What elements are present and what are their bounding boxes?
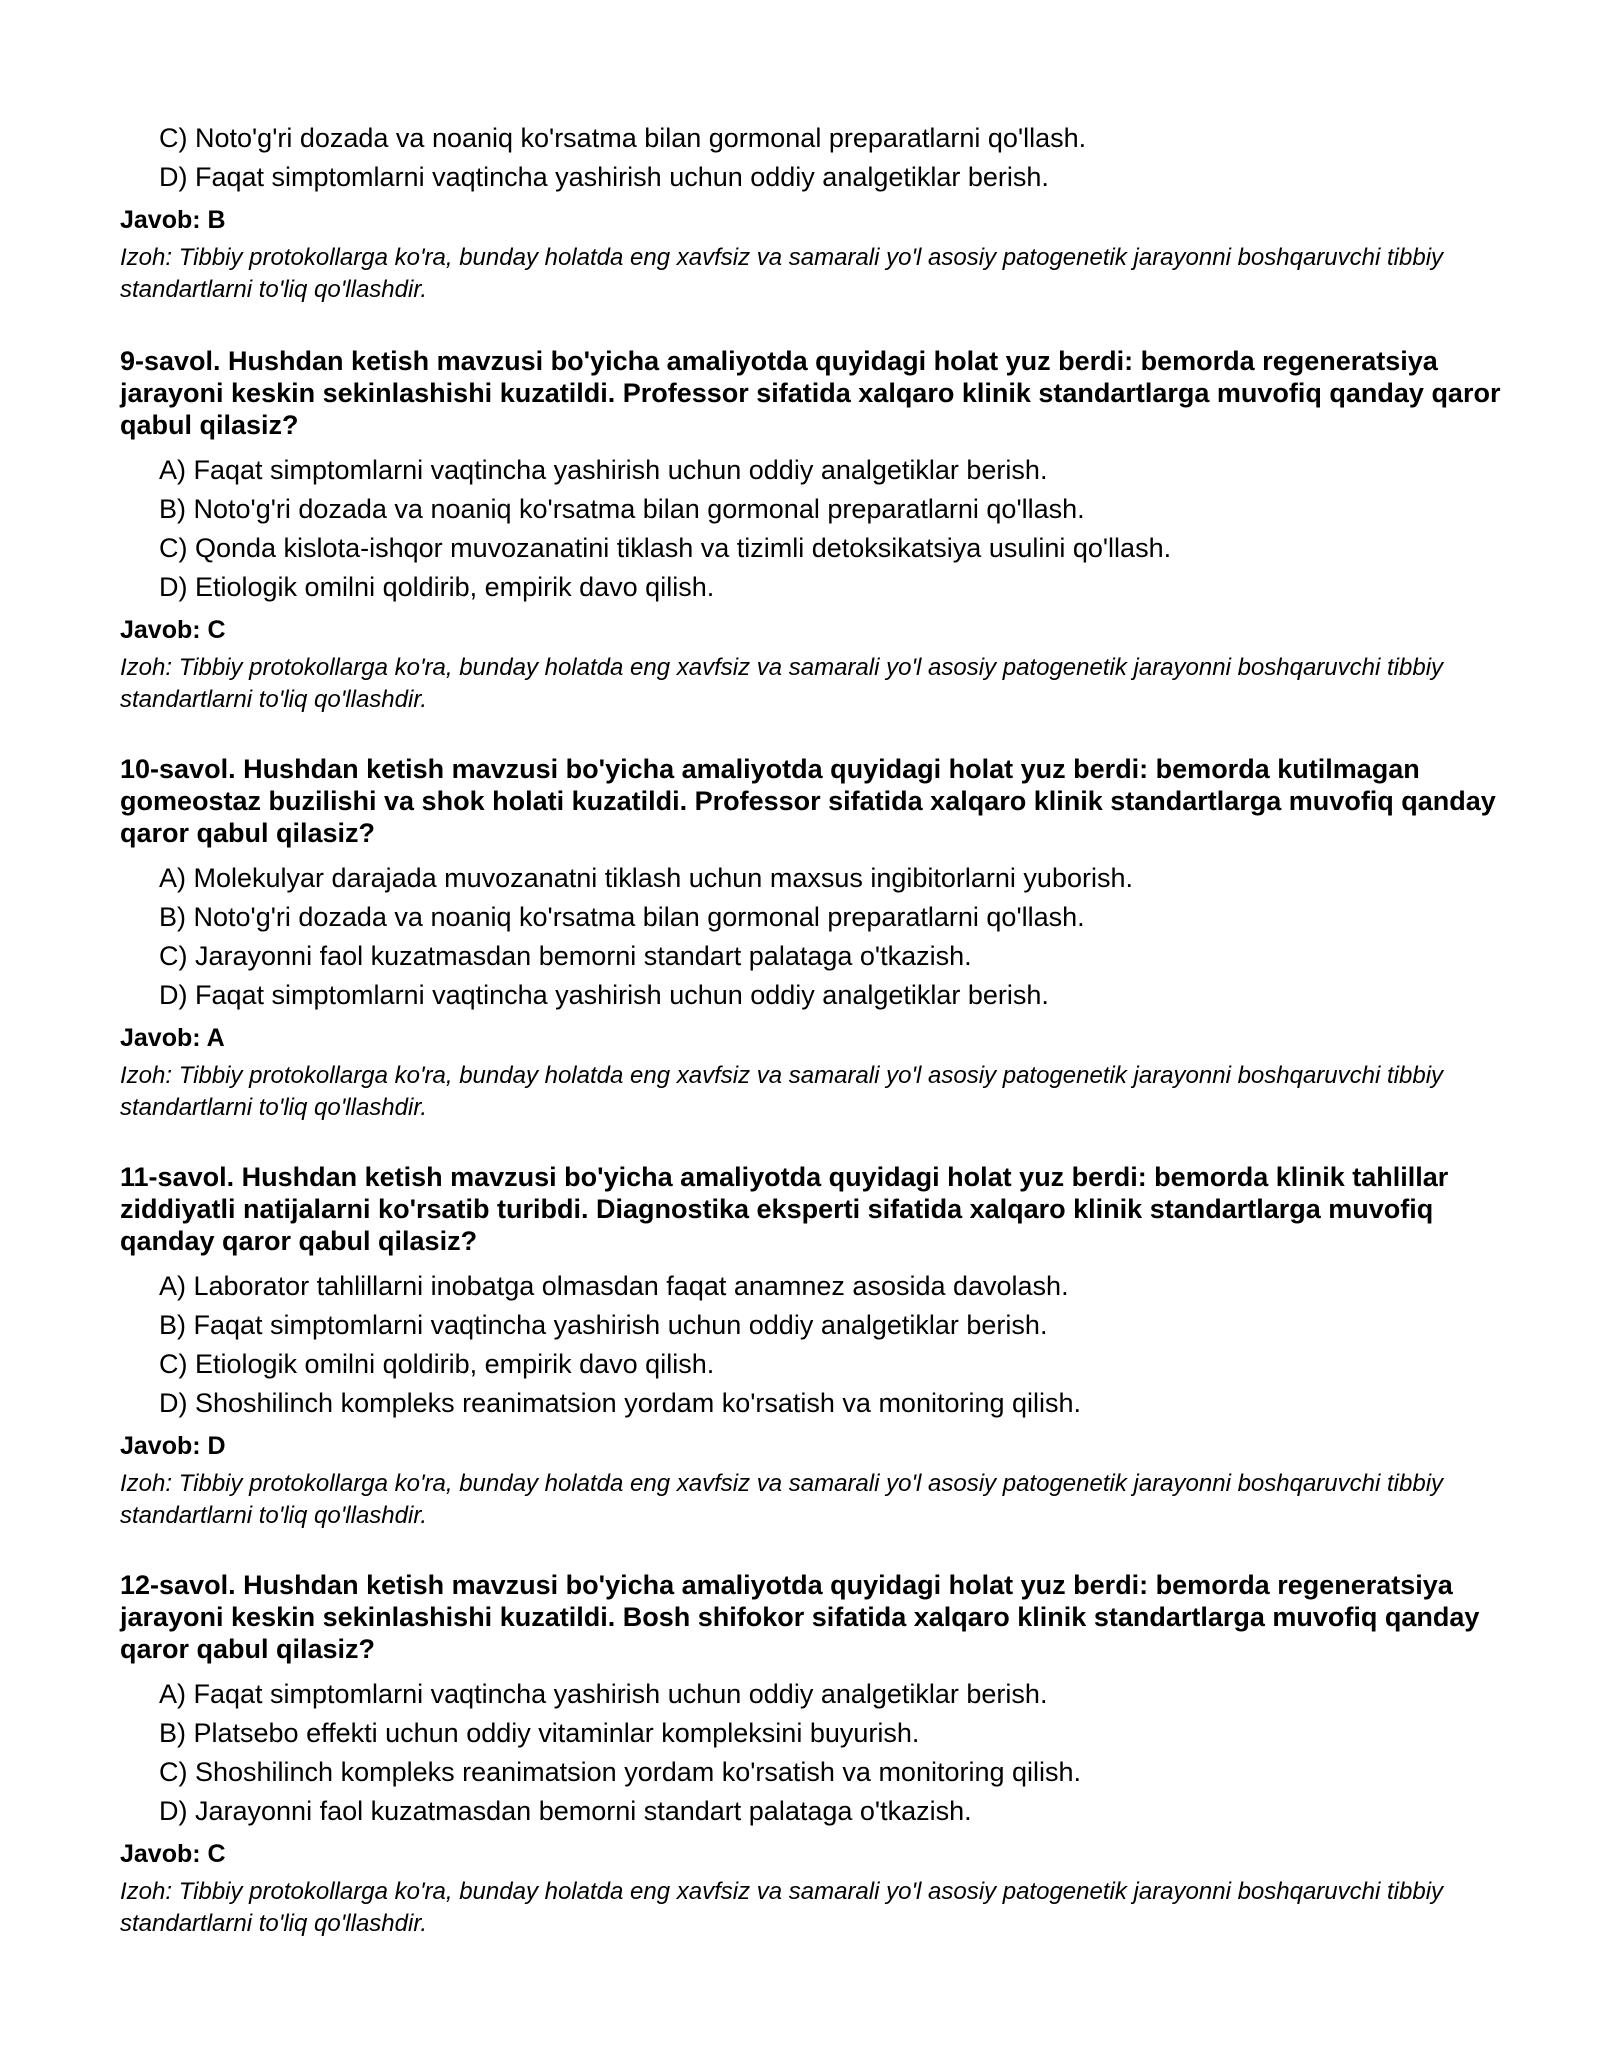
option-b: B) Noto'g'ri dozada va noaniq ko'rsatma bilan gormonal preparatlarni qo'llash.	[159, 494, 1085, 524]
question-9	[0, 345, 1600, 716]
answer-label: Javob: A	[120, 1024, 225, 1052]
option-c: C) Qonda kislota-ishqor muvozanatini tiklash va tizimli detoksikatsiya usulini qo'llash.	[159, 533, 1172, 563]
answer-label: Javob: B	[120, 206, 226, 234]
option-d: D) Faqat simptomlarni vaqtincha yashirish uchun oddiy analgetiklar berish.	[159, 980, 1049, 1010]
answer-label: Javob: C	[120, 616, 226, 644]
explanation-note: Izoh: Tibbiy protokollarga ko'ra, bunday holatda eng xavfsiz va samarali yo'l asosiy patogenetik jarayonni boshqaruvchi tibbiy standartlarni to'liq qo'llashdir.	[120, 1878, 1444, 1937]
question-title: 11-savol. Hushdan ketish mavzusi bo'yicha amaliyotda quyidagi holat yuz berdi: bemorda klinik tahlillar ziddiyatli natijalarni ko'rsatib turibdi. Diagnostika eksperti sifatida xalqaro klinik standartlarga muvofiq qanday qaror qabul qilasiz?	[120, 1162, 1449, 1256]
option-b: B) Faqat simptomlarni vaqtincha yashirish uchun oddiy analgetiklar berish.	[159, 1310, 1048, 1340]
option-a: A) Molekulyar darajada muvozanatni tiklash uchun maxsus ingibitorlarni yuborish.	[159, 863, 1133, 893]
options-list	[0, 859, 1600, 1015]
option-c: C) Etiologik omilni qoldirib, empirik davo qilish.	[159, 1349, 715, 1379]
question-title: 10-savol. Hushdan ketish mavzusi bo'yicha amaliyotda quyidagi holat yuz berdi: bemorda kutilmagan gomeostaz buzilishi va shok holati kuzatildi. Professor sifatida xalqaro klinik standartlarga muvofiq qanday qaror qabul qilasiz?	[120, 754, 1496, 848]
option-d: D) Jarayonni faol kuzatmasdan bemorni standart palataga o'tkazish.	[159, 1796, 972, 1826]
option-c: C) Noto'g'ri dozada va noaniq ko'rsatma bilan gormonal preparatlarni qo'llash.	[159, 123, 1087, 153]
explanation-note: Izoh: Tibbiy protokollarga ko'ra, bunday holatda eng xavfsiz va samarali yo'l asosiy patogenetik jarayonni boshqaruvchi tibbiy standartlarni to'liq qo'llashdir.	[120, 654, 1444, 713]
option-b: B) Platsebo effekti uchun oddiy vitaminlar kompleksini buyurish.	[159, 1718, 920, 1748]
question-title: 9-savol. Hushdan ketish mavzusi bo'yicha amaliyotda quyidagi holat yuz berdi: bemorda regeneratsiya jarayoni keskin sekinlashishi kuzatildi. Professor sifatida xalqaro klinik standartlarga muvofiq qanday qaror qabul qilasiz?	[120, 346, 1501, 440]
option-a: A) Faqat simptomlarni vaqtincha yashirish uchun oddiy analgetiklar berish.	[159, 455, 1048, 485]
option-d: D) Faqat simptomlarni vaqtincha yashirish uchun oddiy analgetiklar berish.	[159, 162, 1049, 192]
question-8-continuation	[0, 119, 1600, 306]
options-list	[0, 1267, 1600, 1423]
options-list	[0, 1675, 1600, 1831]
explanation-note: Izoh: Tibbiy protokollarga ko'ra, bunday holatda eng xavfsiz va samarali yo'l asosiy patogenetik jarayonni boshqaruvchi tibbiy standartlarni to'liq qo'llashdir.	[120, 1062, 1444, 1121]
question-10	[0, 753, 1600, 1124]
question-title: 12-savol. Hushdan ketish mavzusi bo'yicha amaliyotda quyidagi holat yuz berdi: bemorda regeneratsiya jarayoni keskin sekinlashishi kuzatildi. Bosh shifokor sifatida xalqaro klinik standartlarga muvofiq qanday qaror qabul qilasiz?	[120, 1570, 1480, 1664]
option-d: D) Etiologik omilni qoldirib, empirik davo qilish.	[159, 572, 715, 602]
option-a: A) Laborator tahlillarni inobatga olmasdan faqat anamnez asosida davolash.	[159, 1271, 1069, 1301]
answer-label: Javob: C	[120, 1840, 226, 1868]
question-12	[0, 1569, 1600, 1940]
option-c: C) Jarayonni faol kuzatmasdan bemorni standart palataga o'tkazish.	[159, 941, 972, 971]
option-b: B) Noto'g'ri dozada va noaniq ko'rsatma bilan gormonal preparatlarni qo'llash.	[159, 902, 1085, 932]
question-11	[0, 1161, 1600, 1532]
option-c: C) Shoshilinch kompleks reanimatsion yordam ko'rsatish va monitoring qilish.	[159, 1757, 1082, 1787]
option-d: D) Shoshilinch kompleks reanimatsion yordam ko'rsatish va monitoring qilish.	[159, 1388, 1082, 1418]
explanation-note: Izoh: Tibbiy protokollarga ko'ra, bunday holatda eng xavfsiz va samarali yo'l asosiy patogenetik jarayonni boshqaruvchi tibbiy standartlarni to'liq qo'llashdir.	[120, 244, 1444, 303]
options-list	[0, 451, 1600, 607]
explanation-note: Izoh: Tibbiy protokollarga ko'ra, bunday holatda eng xavfsiz va samarali yo'l asosiy patogenetik jarayonni boshqaruvchi tibbiy standartlarni to'liq qo'llashdir.	[120, 1470, 1444, 1529]
answer-label: Javob: D	[120, 1432, 226, 1460]
option-a: A) Faqat simptomlarni vaqtincha yashirish uchun oddiy analgetiklar berish.	[159, 1679, 1048, 1709]
